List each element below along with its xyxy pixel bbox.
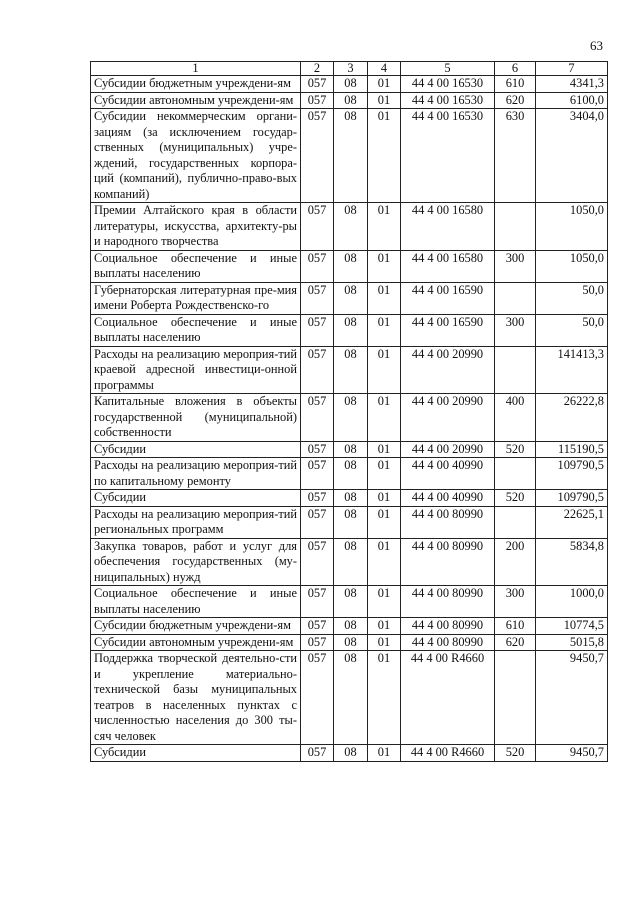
row-expense-type: 520 (495, 441, 536, 458)
table-row (91, 441, 608, 458)
row-subsection-code: 01 (368, 282, 401, 314)
header-col-3: 3 (334, 62, 368, 76)
row-subsection-code: 01 (368, 651, 401, 745)
row-expense-type (495, 506, 536, 538)
row-description: Субсидии бюджетным учреждени-ям (91, 76, 301, 93)
row-ministry-code: 057 (301, 282, 334, 314)
row-description: Поддержка творческой деятельно-сти и укрепление материально-технической базы муниципальных театров в населенных пунктах с численностью населения до 300 ты-сяч человек (91, 651, 301, 745)
page-number: 63 (590, 38, 603, 53)
row-description: Субсидии бюджетным учреждени-ям (91, 618, 301, 635)
row-description: Губернаторская литературная пре-мия имени Роберта Рождественско-го (91, 282, 301, 314)
row-amount: 1000,0 (536, 586, 608, 618)
row-ministry-code: 057 (301, 250, 334, 282)
row-target-article: 44 4 00 20990 (401, 441, 495, 458)
row-subsection-code: 01 (368, 76, 401, 93)
row-section-code: 08 (334, 618, 368, 635)
row-ministry-code: 057 (301, 109, 334, 203)
row-subsection-code: 01 (368, 458, 401, 490)
row-subsection-code: 01 (368, 394, 401, 442)
row-expense-type: 610 (495, 76, 536, 93)
row-target-article: 44 4 00 40990 (401, 490, 495, 507)
row-section-code: 08 (334, 651, 368, 745)
row-subsection-code: 01 (368, 490, 401, 507)
row-description: Социальное обеспечение и иные выплаты населению (91, 250, 301, 282)
row-ministry-code: 057 (301, 745, 334, 762)
row-subsection-code: 01 (368, 618, 401, 635)
table-row (91, 250, 608, 282)
row-amount: 1050,0 (536, 250, 608, 282)
row-amount: 109790,5 (536, 490, 608, 507)
row-ministry-code: 057 (301, 394, 334, 442)
row-target-article: 44 4 00 16530 (401, 109, 495, 203)
row-ministry-code: 057 (301, 441, 334, 458)
header-col-4: 4 (368, 62, 401, 76)
row-target-article: 44 4 00 16590 (401, 282, 495, 314)
table-row (91, 76, 608, 93)
row-expense-type: 610 (495, 618, 536, 635)
row-subsection-code: 01 (368, 745, 401, 762)
row-expense-type (495, 282, 536, 314)
table-row (91, 490, 608, 507)
table-row (91, 92, 608, 109)
header-col-2: 2 (301, 62, 334, 76)
table-row (91, 458, 608, 490)
table-row (91, 109, 608, 203)
table-header-row (91, 62, 608, 76)
row-expense-type: 200 (495, 538, 536, 586)
row-target-article: 44 4 00 40990 (401, 458, 495, 490)
row-section-code: 08 (334, 745, 368, 762)
row-ministry-code: 057 (301, 618, 334, 635)
row-subsection-code: 01 (368, 346, 401, 394)
row-subsection-code: 01 (368, 634, 401, 651)
row-expense-type (495, 346, 536, 394)
table-row (91, 314, 608, 346)
row-target-article: 44 4 00 80990 (401, 586, 495, 618)
row-section-code: 08 (334, 92, 368, 109)
row-subsection-code: 01 (368, 92, 401, 109)
row-section-code: 08 (334, 634, 368, 651)
row-expense-type (495, 458, 536, 490)
row-ministry-code: 057 (301, 586, 334, 618)
row-section-code: 08 (334, 314, 368, 346)
row-subsection-code: 01 (368, 441, 401, 458)
table-row (91, 586, 608, 618)
row-section-code: 08 (334, 203, 368, 251)
row-description: Расходы на реализацию мероприя-тий по капитальному ремонту (91, 458, 301, 490)
row-target-article: 44 4 00 R4660 (401, 745, 495, 762)
row-expense-type: 620 (495, 634, 536, 651)
row-section-code: 08 (334, 458, 368, 490)
row-ministry-code: 057 (301, 346, 334, 394)
table-row (91, 506, 608, 538)
table-row (91, 203, 608, 251)
row-amount: 50,0 (536, 282, 608, 314)
row-target-article: 44 4 00 80990 (401, 634, 495, 651)
row-subsection-code: 01 (368, 314, 401, 346)
row-amount: 26222,8 (536, 394, 608, 442)
row-ministry-code: 057 (301, 506, 334, 538)
row-ministry-code: 057 (301, 538, 334, 586)
row-subsection-code: 01 (368, 203, 401, 251)
row-description: Социальное обеспечение и иные выплаты населению (91, 314, 301, 346)
row-description: Субсидии (91, 490, 301, 507)
row-description: Субсидии (91, 745, 301, 762)
header-col-6: 6 (495, 62, 536, 76)
row-amount: 109790,5 (536, 458, 608, 490)
row-amount: 6100,0 (536, 92, 608, 109)
table-row (91, 745, 608, 762)
row-amount: 5834,8 (536, 538, 608, 586)
row-target-article: 44 4 00 20990 (401, 346, 495, 394)
row-description: Расходы на реализацию мероприя-тий региональных программ (91, 506, 301, 538)
row-ministry-code: 057 (301, 92, 334, 109)
row-amount: 10774,5 (536, 618, 608, 635)
header-col-1: 1 (91, 62, 301, 76)
row-amount: 22625,1 (536, 506, 608, 538)
row-description: Субсидии (91, 441, 301, 458)
row-amount: 115190,5 (536, 441, 608, 458)
row-ministry-code: 057 (301, 76, 334, 93)
row-description: Субсидии автономным учреждени-ям (91, 92, 301, 109)
row-expense-type: 400 (495, 394, 536, 442)
row-ministry-code: 057 (301, 490, 334, 507)
row-expense-type (495, 203, 536, 251)
table-row (91, 634, 608, 651)
row-amount: 50,0 (536, 314, 608, 346)
header-col-5: 5 (401, 62, 495, 76)
row-target-article: 44 4 00 R4660 (401, 651, 495, 745)
row-ministry-code: 057 (301, 458, 334, 490)
row-subsection-code: 01 (368, 250, 401, 282)
row-description: Капитальные вложения в объекты государственной (муниципальной) собственности (91, 394, 301, 442)
row-section-code: 08 (334, 441, 368, 458)
row-expense-type: 300 (495, 250, 536, 282)
row-ministry-code: 057 (301, 203, 334, 251)
row-description: Субсидии некоммерческим органи-зациям (за исключением государ-ственных (муниципальных) учре-ждений, государственных корпора-ций (компаний), публично-право-вых компаний) (91, 109, 301, 203)
row-section-code: 08 (334, 250, 368, 282)
table-row (91, 538, 608, 586)
table-row (91, 651, 608, 745)
row-amount: 9450,7 (536, 651, 608, 745)
row-expense-type: 630 (495, 109, 536, 203)
table-row (91, 618, 608, 635)
row-section-code: 08 (334, 76, 368, 93)
table-row (91, 394, 608, 442)
row-expense-type: 520 (495, 490, 536, 507)
row-ministry-code: 057 (301, 634, 334, 651)
row-amount: 3404,0 (536, 109, 608, 203)
row-target-article: 44 4 00 16580 (401, 203, 495, 251)
row-target-article: 44 4 00 80990 (401, 506, 495, 538)
row-target-article: 44 4 00 16580 (401, 250, 495, 282)
row-description: Социальное обеспечение и иные выплаты населению (91, 586, 301, 618)
row-section-code: 08 (334, 506, 368, 538)
row-expense-type: 300 (495, 586, 536, 618)
budget-table (90, 61, 608, 762)
row-expense-type (495, 651, 536, 745)
row-description: Премии Алтайского края в области литературы, искусства, архитекту-ры и народного творчества (91, 203, 301, 251)
row-section-code: 08 (334, 109, 368, 203)
row-amount: 9450,7 (536, 745, 608, 762)
header-col-7: 7 (536, 62, 608, 76)
row-expense-type: 300 (495, 314, 536, 346)
row-section-code: 08 (334, 538, 368, 586)
row-amount: 141413,3 (536, 346, 608, 394)
row-expense-type: 620 (495, 92, 536, 109)
row-description: Субсидии автономным учреждени-ям (91, 634, 301, 651)
row-section-code: 08 (334, 490, 368, 507)
row-target-article: 44 4 00 16590 (401, 314, 495, 346)
row-section-code: 08 (334, 282, 368, 314)
row-description: Расходы на реализацию мероприя-тий краевой адресной инвестици-онной программы (91, 346, 301, 394)
row-description: Закупка товаров, работ и услуг для обеспечения государственных (му-ниципальных) нужд (91, 538, 301, 586)
row-target-article: 44 4 00 20990 (401, 394, 495, 442)
row-target-article: 44 4 00 16530 (401, 76, 495, 93)
row-section-code: 08 (334, 346, 368, 394)
row-subsection-code: 01 (368, 109, 401, 203)
row-ministry-code: 057 (301, 314, 334, 346)
row-amount: 1050,0 (536, 203, 608, 251)
row-target-article: 44 4 00 16530 (401, 92, 495, 109)
row-target-article: 44 4 00 80990 (401, 618, 495, 635)
row-amount: 5015,8 (536, 634, 608, 651)
row-expense-type: 520 (495, 745, 536, 762)
table-row (91, 282, 608, 314)
row-amount: 4341,3 (536, 76, 608, 93)
row-target-article: 44 4 00 80990 (401, 538, 495, 586)
row-subsection-code: 01 (368, 538, 401, 586)
row-section-code: 08 (334, 586, 368, 618)
table-row (91, 346, 608, 394)
row-subsection-code: 01 (368, 506, 401, 538)
row-ministry-code: 057 (301, 651, 334, 745)
row-subsection-code: 01 (368, 586, 401, 618)
row-section-code: 08 (334, 394, 368, 442)
